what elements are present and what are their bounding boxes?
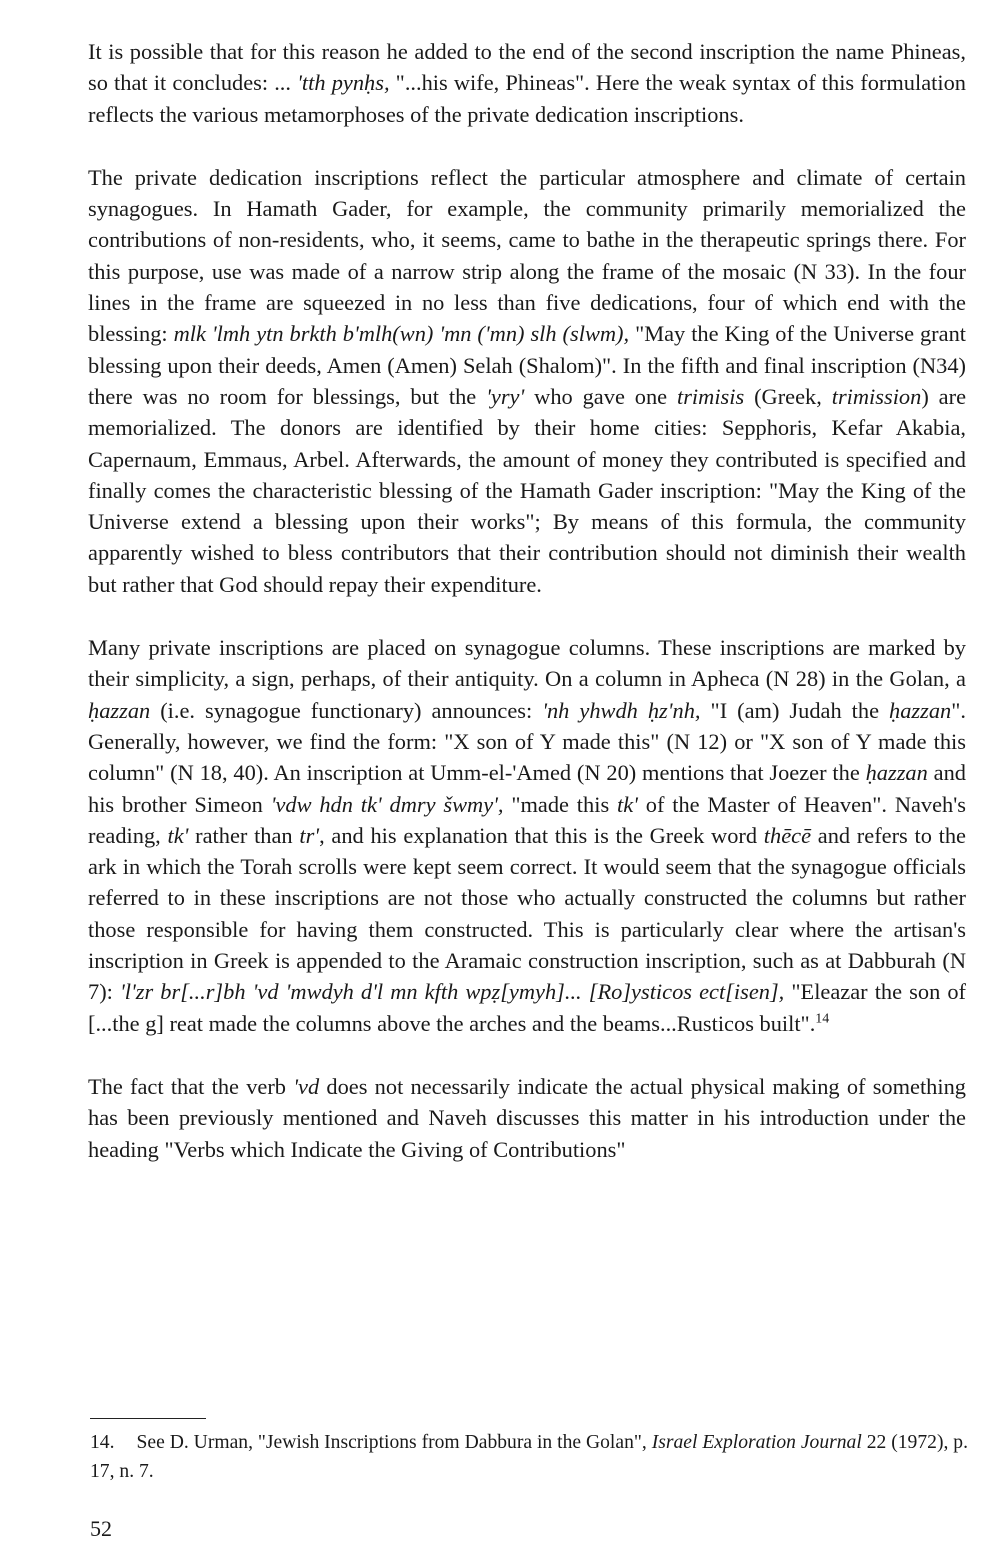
footnote-journal: Israel Exploration Journal [651, 1432, 862, 1453]
italic-text: 'vdw hdn tk' dmry šwmy', [270, 791, 504, 817]
italic-text: 'l'zr br[...r]bh 'vd 'mwdyh d'l mn kfth wpẓ[ymyh]... [Ro]ysticos ect[isen], [119, 979, 785, 1005]
italic-text: 'vd [293, 1073, 320, 1099]
text-segment: (Greek, [744, 383, 832, 409]
text-segment: rather than [188, 822, 300, 848]
italic-text: ḥazzan [889, 697, 952, 723]
text-segment: who gave one [524, 383, 677, 409]
italic-text: ḥazzan [865, 760, 928, 786]
text-segment: Many private inscriptions are placed on synagogue columns. These inscriptions are marked by their simplicity, a sign, perhaps, of their antiquity. On a column in Apheca (N 28) in the Golan, a [88, 635, 966, 692]
italic-text: 'tth pynḥs, [297, 70, 390, 96]
text-segment: The private dedication inscriptions reflect the particular atmosphere and climate of certain synagogues. In Hamath Gader, for example, the community primarily memorialized the contributions of non-residents, who, it seems, came to bathe in the therapeutic springs there. For this purpose, use was made of a narrow strip along the frame of the mosaic (N 33). In the four lines in the frame are squeezed in no less than five dedications, four of which end with the blessing: [88, 164, 966, 347]
footnote-marker: 14 [815, 1011, 830, 1027]
text-segment: , and his explanation that this is the Greek word [319, 822, 764, 848]
italic-text: 'yry' [486, 383, 525, 409]
text-segment: ". Generally, however, we find the form: "X son of Y made this" (N 12) or "X son of Y made this column" (N 18, 40). An inscription at Umm-el-'Amed (N 20) mentions that Joezer the [88, 697, 966, 786]
page-number: 52 [90, 1516, 112, 1541]
italic-text: trimisis [677, 383, 745, 409]
text-segment: "May the King of the Universe grant blessing upon their deeds, Amen (Amen) Selah (Shalom)". In the fifth and final inscription (N34) there was no room for blessings, but the [88, 321, 966, 409]
text-segment: "Eleazar the son of [...the g] reat made the columns above the arches and the beams...Rusticos built". [88, 979, 967, 1036]
text-segment: It is possible that for this reason he added to the end of the second inscription the name Phineas, so that it concludes: ... [88, 39, 966, 96]
text-segment: and his brother Simeon [88, 760, 966, 817]
text-segment: of the Master of Heaven". Naveh's reading, [88, 791, 967, 848]
italic-text: 'nh yhwdh ḥz'nh, [542, 697, 701, 723]
footnote-text: See D. Urman, "Jewish Inscriptions from Dabbura in the Golan", [136, 1432, 652, 1453]
italic-text: thēcē [763, 822, 812, 848]
text-segment: ) are memorialized. The donors are identified by their home cities: Sepphoris, Kefar Akabia, Capernaum, Emmaus, Arbel. Afterwards, the amount of money they contributed is specified and finally comes the characteristic blessing of the Hamath Gader inscription: "May the King of the Universe extend a blessing upon their works"; By means of this formula, the community apparently wished to bless contributors that their contribution should not diminish their wealth but rather that God should repay their expenditure. [88, 383, 967, 597]
footnote [90, 1428, 968, 1486]
text-segment: "I (am) Judah the [700, 697, 890, 723]
italic-text: mlk 'lmh ytn brkth b'mlh(wn) 'mn ('mn) slh (slwm), [173, 321, 630, 347]
text-segment: "...his wife, Phineas". Here the weak syntax of this formulation reflects the various metamorphoses of the private dedication inscriptions. [88, 70, 966, 127]
italic-text: tr' [299, 822, 320, 848]
footnote-divider [90, 1418, 206, 1419]
italic-text: tk' [167, 822, 189, 848]
text-segment: does not necessarily indicate the actual physical making of something has been previously mentioned and Naveh discusses this matter in his introduction under the heading "Verbs which Indicate the Giving of Contributions" [88, 1073, 966, 1162]
paragraph [88, 632, 966, 1039]
italic-text: trimission [831, 383, 922, 409]
text-segment: "made this [503, 791, 617, 817]
paragraph [88, 36, 966, 130]
text-segment: and refers to the ark in which the Torah scrolls were kept seem correct. It would seem that the synagogue officials referred to in these inscriptions are not those who actually constructed the columns but rather those responsible for having them constructed. This is particularly clear where the artisan's inscription in Greek is appended to the Aramaic construction inscription, such as at Dabburah (N 7): [88, 822, 966, 1005]
text-segment: (i.e. synagogue functionary) announces: [150, 697, 543, 723]
italic-text: tk' [616, 791, 638, 817]
page-body [88, 36, 966, 1197]
footnote-text-end: 22 (1972), p. 17, n. 7. [90, 1432, 968, 1482]
paragraph [88, 1071, 966, 1165]
italic-text: ḥazzan [88, 697, 151, 723]
text-segment: The fact that the verb [88, 1073, 294, 1099]
footnote-number: 14. [90, 1432, 115, 1453]
paragraph [88, 162, 966, 600]
